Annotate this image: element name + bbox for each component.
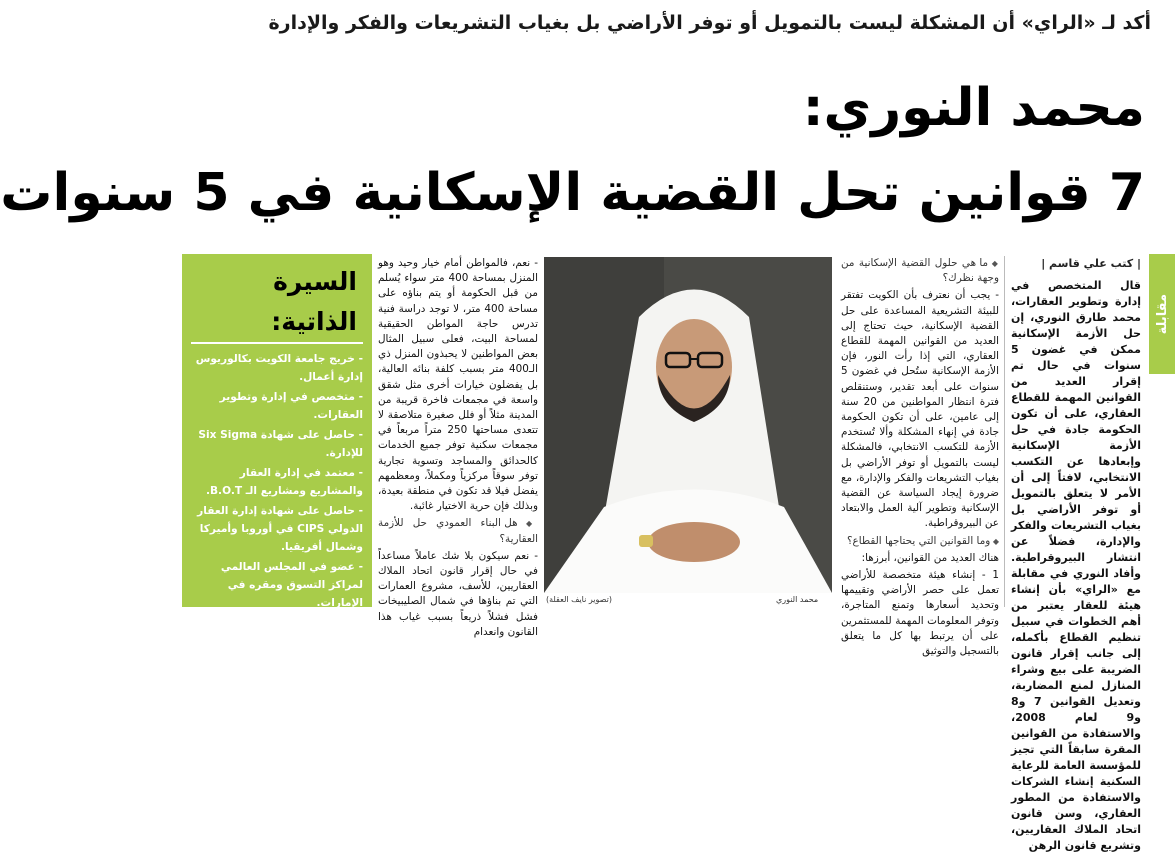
- lead-column: [1011, 256, 1141, 852]
- bio-item: - خريج جامعة الكويت بكالوريوس إدارة أعمال.: [191, 350, 363, 386]
- section-tab: [1149, 254, 1175, 374]
- bio-title: السيرة الذاتية:: [191, 262, 363, 344]
- portrait-illustration: [544, 257, 832, 593]
- byline: | كتب علي قاسم |: [1041, 257, 1141, 270]
- answer-1: - يجب أن نعترف بأن الكويت تفتقر للبيئة التشريعية المساعدة على حل القضية الإسكانية، حيث تحتاج إلى العديد من القوانين المهمة للقطاع العقاري، التي إذا رأت النور، فإن الأزمة الإسكانية ستُحل في غضون 5 سنوات على أبعد تقدير، وستنقلص فترة انتظار المواطنين من 20 سنة إلى عامين، على أن تكون الحكومة جادة في إنهاء المشكلة وألا تُستخدم الأزمة للتكسب الانتخابي، فالمشكلة ليست بالتمويل أو توفر الأراضي بل بغياب التشريعات والفكر والإدارة، مع ضرورة إيجاد السياسة عن القضية الإسكانية وتطوير آلية العمل والابتعاد عن البيروقراطية.: [841, 289, 999, 530]
- question-4: ◆ هل البناء العمودي حل للأزمة العقارية؟: [378, 516, 538, 546]
- bio-item: - عضو في الجمعية الأميركية للعقاريين (NAR).: [191, 614, 363, 650]
- bio-item: - عضو اتحاد المحترفين والخبراء والتقنيين العقاري: [191, 652, 363, 688]
- portrait-photo: [544, 257, 832, 593]
- photo-caption: محمد النوري: [776, 595, 819, 604]
- interview-column-1: [841, 256, 999, 658]
- headline-title-name: محمد النوري:: [802, 78, 1145, 138]
- question-2: ◆ وما القوانين التي يحتاجها القطاع؟: [841, 534, 999, 549]
- question-1: ◆ ما هي حلول القضية الإسكانية من وجهة نظرك؟: [841, 256, 999, 286]
- bio-item: - متخصص في إدارة وتطوير العقارات.: [191, 388, 363, 424]
- bio-item: - حاصل على شهادة Six Sigma للإدارة.: [191, 426, 363, 462]
- bio-box: [182, 254, 372, 685]
- headline-title-main: 7 قوانين تحل القضية الإسكانية في 5 سنوات: [0, 163, 1145, 223]
- answer-2: هناك العديد من القوانين، أبرزها:: [861, 551, 999, 564]
- photo-credit: (تصوير نايف العقلة): [546, 595, 612, 604]
- headline-kicker: أكد لـ «الراي» أن المشكلة ليست بالتمويل أو توفر الأراضي بل بغياب التشريعات والفكر والإدارة: [268, 12, 1151, 34]
- section-tab-label: مقابلة: [1154, 293, 1170, 335]
- column-divider: [1004, 256, 1005, 607]
- bio-item: - عضو في المجلس العالمي لمراكز التسوق ومقره في الإمارات.: [191, 558, 363, 612]
- answer-3: - نعم، فالمواطن أمام خيار وحيد وهو المنزل بمساحة 400 متر سواء يُسلم من قبل الحكومة أو يتم بناؤه على مساحة 400 متر، لا توجد دراسة فنية تدرس حاجة المواطن الحقيقية لمساحة البيت، فعلى سبيل المثال بعض المواطنين لا يحبذون المنزل ذي الـ400 متر بسبب كلفة بنائه العالية، بل يفضلون خيارات أخرى مثل شقق واسعة في مجمعات فاخرة قريبة من المدينة مثلاً أو فلل صغيرة متلاصقة لا تتعدى مساحتها 250 متراً مربعاً في مجمعات سكنية توفر جميع الخدمات كالحدائق والمساجد وتسوية تجارية توفر سوقاً مركزياً ومكملاً، ومعظمهم يفضل فيلا قد تكون في منطقة بعيدة، وبذلك فإن حرية الاختيار غائبة.: [378, 257, 539, 513]
- answer-4: - نعم سيكون بلا شك عاملاً مساعداً في حال إقرار قانون اتحاد الملاك العقاريين، للأسف، مشروع العمارات التي تم بناؤها في شمال الصليبيخات فشل فشلاً ذريعاً بسبب غياب هذا القانون وانعدام: [378, 549, 538, 638]
- answer-2-item-1: 1 - إنشاء هيئة متخصصة للأراضي تعمل على حصر الأراضي وتقييمها وتحديد أسعارها وتمنع المتاجرة، وتوفر المعلومات المهمة للمستثمرين على أن يرتبط بها كل ما يتعلق بالتسجيل والتوثيق: [841, 569, 999, 658]
- interview-column-2: [378, 256, 539, 638]
- bio-item: - معتمد في إدارة العقار والمشاريع ومشاريع الـ B.O.T.: [191, 464, 363, 500]
- bio-item: - حاصل على شهادة إدارة العقار الدولي CIPS في أوروبا وأميركا وشمال أفريقيا.: [191, 502, 363, 556]
- lead-text: قال المتخصص في إدارة وتطوير العقارات، محمد طارق النوري، إن حل الأزمة الإسكانية ممكن في غضون 5 سنوات في حال تم إقرار العديد من القوانين المهمة للقطاع العقاري، على أن تكون الحكومة جادة في حل الأزمة الإسكانية وإبعادها عن التكسب الانتخابي، لافتاً إلى أن الأمر لا يتعلق بالتمويل أو توفر الأراضي بل بغياب التشريعات والفكر والإدارة، فضلاً عن انتشار البيروقراطية. وأفاد النوري في مقابلة مع «الراي» بأن إنشاء هيئة للعقار يعتبر من أهم الخطوات في سبيل تنظيم القطاع بأكمله، إلى جانب إقرار قانون الضريبة على بيع وشراء المنازل لمنع المضاربة، وتعديل القوانين 7 و8 و9 لعام 2008، والاستفادة من القوانين المقرة سابقاً التي تجيز للمؤسسة العامة للرعاية السكنية إنشاء الشركات والاستفادة من المطور العقاري، وسن قانون اتحاد الملاك العقاريين، وتشريع قانون الرهن: [1011, 279, 1141, 852]
